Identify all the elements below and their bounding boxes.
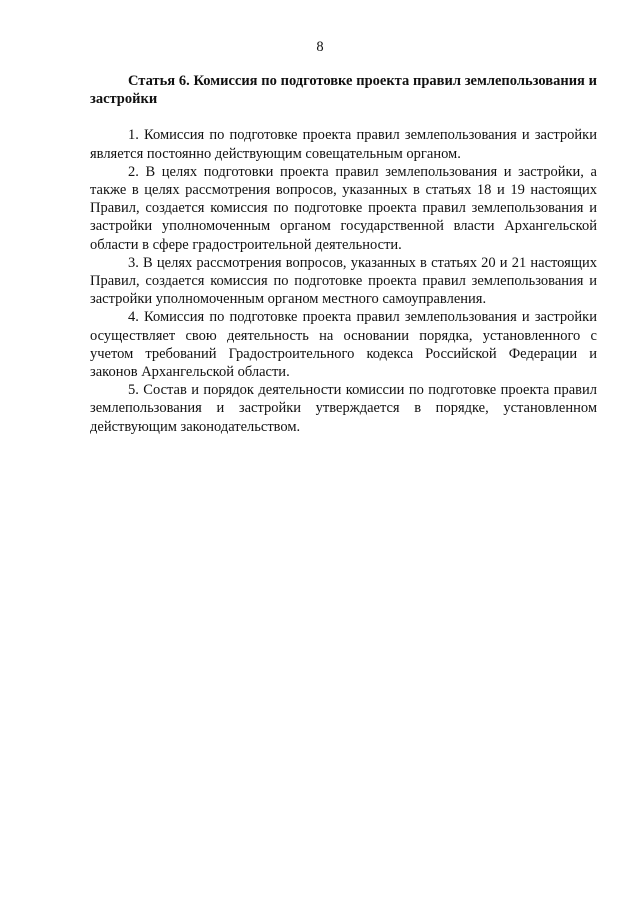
- article-paragraphs: [90, 126, 597, 435]
- article-paragraph-2: 2. В целях подготовки проекта правил землепользования и застройки, а также в целях рассмотрения вопросов, указанных в статьях 18 и 19 настоящих Правил, создается комиссия по подготовке проекта правил землепользования и застройки уполномоченным органом государственной власти Архангельской области в сфере градостроительной деятельности.: [90, 163, 597, 253]
- article-paragraph-3: 3. В целях рассмотрения вопросов, указанных в статьях 20 и 21 настоящих Правил, создается комиссия по подготовке проекта правил землепользования и застройки уполномоченным органом местного самоуправления.: [90, 254, 597, 308]
- article-paragraph-4: 4. Комиссия по подготовке проекта правил землепользования и застройки осуществляет свою деятельность на основании порядка, установленного с учетом требований Градостроительного кодекса Российской Федерации и законов Архангельской области.: [90, 309, 597, 381]
- article-title: Статья 6. Комиссия по подготовке проекта правил землепользования и застройки: [90, 73, 597, 108]
- article-paragraph-1: 1. Комиссия по подготовке проекта правил землепользования и застройки является постоянно действующим совещательным органом.: [90, 127, 597, 162]
- article-paragraph-5: 5. Состав и порядок деятельности комиссии по подготовке проекта правил землепользования и застройки утверждается в порядке, установленном действующим законодательством.: [90, 382, 597, 435]
- page-number: 8: [316, 39, 324, 55]
- article-content: [90, 72, 597, 436]
